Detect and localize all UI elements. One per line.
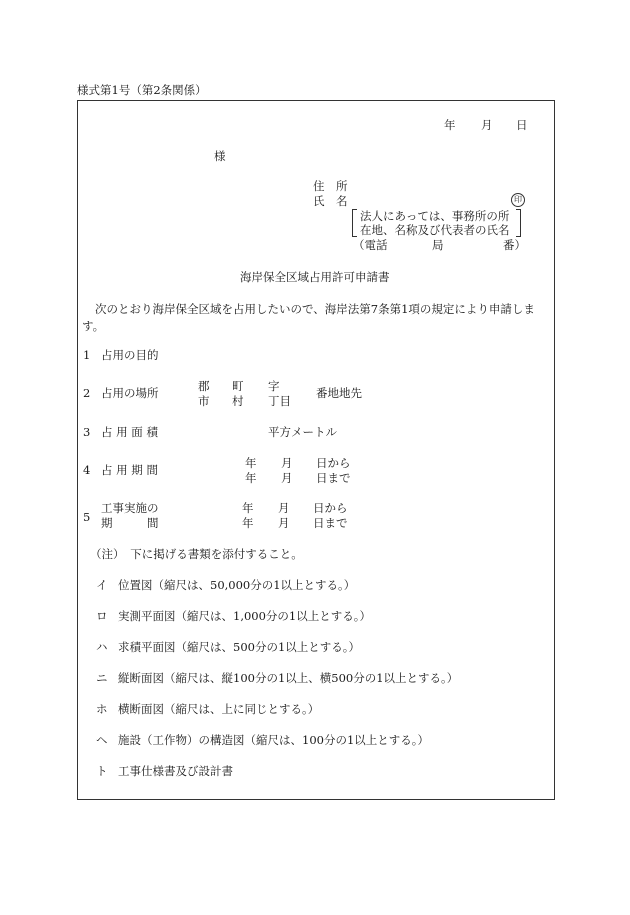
seal-icon: 印 [511,193,525,207]
item4-number: 4 [83,463,91,477]
corp-note-line1: 法人にあっては、事務所の所 [360,209,510,223]
item5-label-line1: 工事実施の [101,501,159,515]
place-son: 村 [232,394,244,408]
construction-month-to: 月 [278,516,290,530]
body-line2: す。 [82,319,105,333]
place-gun: 郡 [198,379,210,393]
note-mark: イ [96,578,108,592]
place-banchi: 番地地先 [316,386,362,400]
tel-kyoku: 局 [432,238,444,252]
note-text: 実測平面図（縮尺は、1,000分の1以上とする。） [118,609,371,623]
left-bracket [352,209,357,237]
place-chome: 丁目 [268,394,291,408]
addressee-sama: 様 [214,149,226,163]
note-mark: ホ [96,702,108,716]
body-line1: 次のとおり海岸保全区域を占用したいので、海岸法第7条第1項の規定により申請しま [95,302,535,316]
note-text: 工事仕様書及び設計書 [118,764,233,778]
item2-label: 占用の場所 [101,386,159,400]
period-year-from: 年 [245,456,257,470]
period-year-to: 年 [245,471,257,485]
item3-label: 占 用 面 積 [101,425,158,439]
note-mark: ト [96,764,108,778]
period-day-to: 日まで [316,471,351,485]
date-day: 日 [516,118,528,132]
period-month-from: 月 [281,456,293,470]
note-text: 施設（工作物）の構造図（縮尺は、100分の1以上とする。） [118,733,430,747]
item4-label: 占 用 期 間 [101,463,158,477]
date-year: 年 [444,118,456,132]
note-mark: ハ [96,640,108,654]
note-mark: ニ [96,671,108,685]
construction-year-from: 年 [242,501,254,515]
document-title: 海岸保全区域占用許可申請書 [240,270,390,284]
item5-label-line2: 期 間 [101,516,159,530]
address-label: 住 所 [313,179,348,193]
notes-heading: （注） 下に掲げる書類を添付すること。 [90,547,303,561]
item2-number: 2 [83,386,91,400]
note-text: 縦断面図（縮尺は、縦100分の1以上、横500分の1以上とする。） [118,671,459,685]
place-cho: 町 [232,379,244,393]
place-aza: 字 [268,379,280,393]
tel-open: （電話 [353,238,388,252]
note-text: 横断面図（縮尺は、上に同じとする。） [118,702,320,716]
construction-day-to: 日まで [313,516,348,530]
corp-note-line2: 在地、名称及び代表者の氏名 [360,223,510,237]
item1-label: 占用の目的 [101,348,159,362]
period-day-from: 日から [316,456,351,470]
note-text: 求積平面図（縮尺は、500分の1以上とする。） [118,640,361,654]
area-unit: 平方メートル [268,425,337,439]
period-month-to: 月 [281,471,293,485]
date-month: 月 [481,118,493,132]
note-mark: ヘ [96,733,108,747]
right-bracket [516,209,521,237]
construction-day-from: 日から [313,501,348,515]
item3-number: 3 [83,425,91,439]
item1-number: 1 [83,348,91,362]
place-shi: 市 [198,394,210,408]
item5-number: 5 [83,510,91,524]
tel-ban: 番） [503,238,526,252]
name-label: 氏 名 [313,194,348,208]
note-mark: ロ [96,609,108,623]
note-text: 位置図（縮尺は、50,000分の1以上とする。） [118,578,356,592]
construction-month-from: 月 [278,501,290,515]
form-number: 様式第1号（第2条関係） [77,83,207,97]
construction-year-to: 年 [242,516,254,530]
